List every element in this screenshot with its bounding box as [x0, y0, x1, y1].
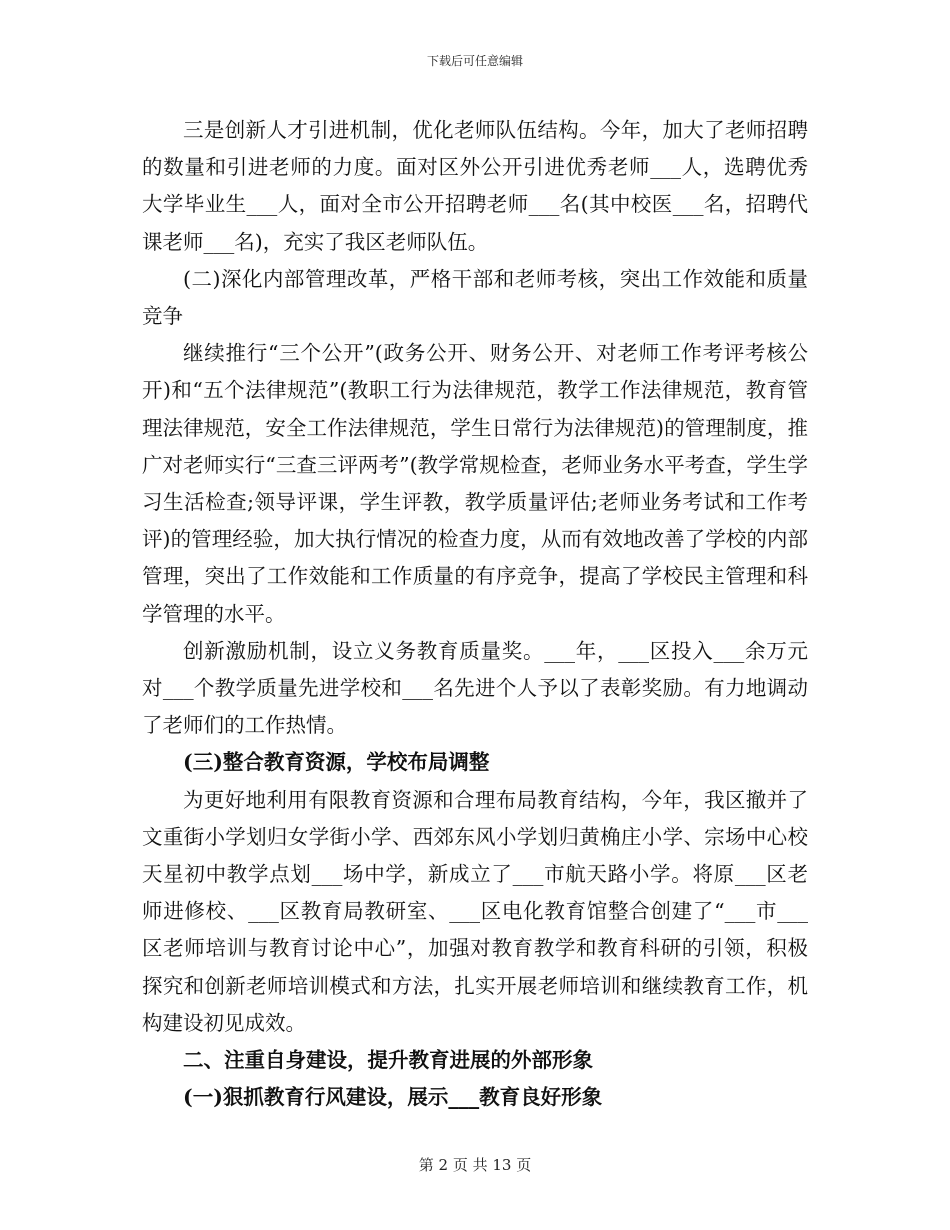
- paragraph-talent-recruitment: 三是创新人才引进机制，优化老师队伍结构。今年，加大了老师招聘的数量和引进老师的力度。面对区外公开引进优秀老师___人，选聘优秀大学毕业生___人，面对全市公开招聘老师___名(其中校医___名，招聘代课老师___名)，充实了我区老师队伍。: [142, 118, 808, 254]
- document-body: [142, 112, 808, 1116]
- paragraph-subsection-1-heading: (一)狠抓教育行风建设，展示___教育良好形象: [183, 1085, 603, 1110]
- paragraph-section-3-heading: (三)整合教育资源，学校布局调整: [183, 750, 490, 775]
- page-header: 下载后可任意编辑: [426, 54, 523, 68]
- paragraph-incentive-mechanism: 创新激励机制，设立义务教育质量奖。___年，___区投入___余万元对___个教学质量先进学校和___名先进个人予以了表彰奖励。有力地调动了老师们的工作热情。: [142, 638, 808, 738]
- paragraph-part-2-heading: 二、注重自身建设，提升教育进展的外部形象: [183, 1048, 593, 1073]
- page-footer: 第 2 页 共 13 页: [418, 1156, 532, 1174]
- paragraph-resource-integration: 为更好地利用有限教育资源和合理布局教育结构，今年，我区撤并了文重街小学划归女学街小学、西郊东风小学划归黄桷庄小学、宗场中心校天星初中教学点划___场中学，新成立了___市航天路小学。将原___区老师进修校、___区教育局教研室、___区电化教育馆整合创建了“___市___区老师培训与教育讨论中心”，加强对教育教学和教育科研的引领，积极探究和创新老师培训模式和方法，扎实开展老师培训和继续教育工作，机构建设初见成效。: [142, 787, 808, 1035]
- paragraph-section-2-heading: (二)深化内部管理改革，严格干部和老师考核，突出工作效能和质量竞争: [142, 266, 808, 329]
- paragraph-management-system: 继续推行“三个公开”(政务公开、财务公开、对老师工作考评考核公开)和“五个法律规范”(教职工行为法律规范，教学工作法律规范，教育管理法律规范，安全工作法律规范，学生日常行为法律规范)的管理制度，推广对老师实行“三查三评两考”(教学常规检查，老师业务水平考查，学生学习生活检查;领导评课，学生评教，教学质量评估;老师业务考试和工作考评)的管理经验，加大执行情况的检查力度，从而有效地改善了学校的内部管理，突出了工作效能和工作质量的有序竞争，提高了学校民主管理和科学管理的水平。: [142, 341, 808, 626]
